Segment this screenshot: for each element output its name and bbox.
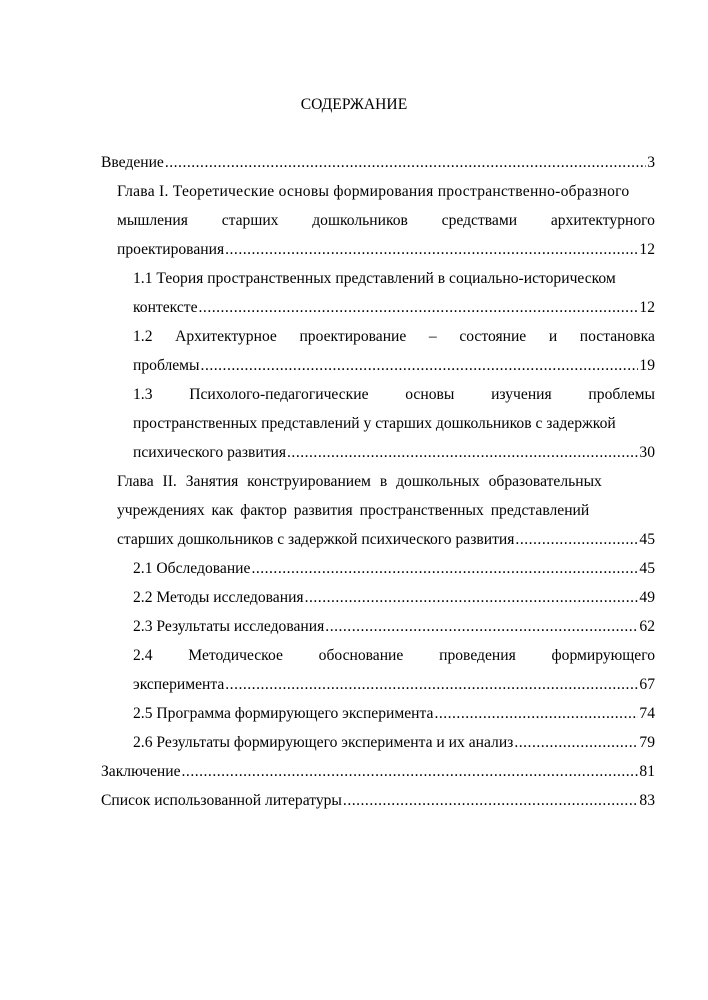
- toc-word: архитектурного: [550, 212, 655, 229]
- toc-word: формирующего: [551, 647, 655, 664]
- toc-page-number: 49: [639, 589, 655, 606]
- toc-entry-2-2[interactable]: [133, 588, 655, 608]
- toc-page-number: 67: [639, 676, 655, 693]
- dot-leader: [199, 298, 639, 318]
- toc-entry-chapter-1-line-3[interactable]: [117, 240, 655, 260]
- toc-entry-label: пространственных представлений у старших дошкольников с задержкой: [133, 415, 616, 432]
- toc-entry-label: эксперимента: [133, 676, 225, 693]
- toc-entry-1-2-line-2[interactable]: [133, 356, 655, 376]
- toc-entry-label: 2.3 Результаты исследования: [133, 618, 325, 635]
- toc-entry-references[interactable]: [101, 791, 655, 811]
- toc-page-number: 83: [639, 792, 655, 809]
- dot-leader: [251, 559, 638, 579]
- toc-word: –: [428, 328, 437, 345]
- dot-leader: [514, 733, 638, 753]
- toc-entry-label: Список использованной литературы: [101, 792, 342, 809]
- toc-entry-conclusion[interactable]: [101, 762, 655, 782]
- toc-word: 1.2: [133, 328, 153, 345]
- dot-leader: [182, 762, 639, 782]
- toc-page-number: 62: [639, 618, 655, 635]
- toc-word: изучения: [491, 386, 552, 403]
- dot-leader: [434, 704, 638, 724]
- toc-entry-2-5[interactable]: [133, 704, 655, 724]
- toc-entry-chapter-2-line-2[interactable]: [117, 501, 655, 521]
- toc-entry-1-3-line-3[interactable]: [133, 443, 655, 463]
- toc-entry-label: Заключение: [101, 763, 181, 780]
- toc-word: старших: [221, 212, 279, 229]
- toc-entry-chapter-1-line-1[interactable]: [117, 182, 655, 202]
- dot-leader: [515, 530, 638, 550]
- toc-page-number: 3: [647, 154, 655, 171]
- toc-word: состояние: [459, 328, 527, 345]
- toc-entry-label: контексте: [133, 299, 198, 316]
- toc-entry-2-4-line-2[interactable]: [133, 675, 655, 695]
- toc-page-number: 81: [639, 763, 655, 780]
- dot-leader: [201, 356, 639, 376]
- toc-word: средствами: [441, 212, 518, 229]
- toc-entry-label: 2.2 Методы исследования: [133, 589, 304, 606]
- toc-entry-label: учреждениях как фактор развития пространственных представлений: [117, 502, 590, 519]
- dot-leader: [325, 617, 638, 637]
- toc-entry-chapter-2-line-1[interactable]: [117, 472, 655, 492]
- toc-entry-2-4-line-1[interactable]: [133, 646, 655, 666]
- toc-entry-label: проектирования: [117, 241, 225, 258]
- toc-entry-label: Введение: [101, 154, 164, 171]
- toc-word: дошкольников: [312, 212, 408, 229]
- toc-word: постановка: [579, 328, 655, 345]
- toc-word: и: [548, 328, 558, 345]
- toc-entry-1-3-line-1[interactable]: [133, 385, 655, 405]
- toc-page-number: 30: [639, 444, 655, 461]
- dot-leader: [343, 791, 638, 811]
- toc-entry-label: 2.1 Обследование: [133, 560, 251, 577]
- dot-leader: [225, 240, 638, 260]
- toc-word: проблемы: [588, 386, 655, 403]
- toc-entry-label: 1.1 Теория пространственных представлений в социально-историческом: [133, 270, 616, 287]
- toc-entry-1-1-line-2[interactable]: [133, 298, 655, 318]
- toc-entry-2-1[interactable]: [133, 559, 655, 579]
- toc-word: проведения: [439, 647, 516, 664]
- toc-entry-chapter-2-line-3[interactable]: [117, 530, 655, 550]
- toc-entry-2-3[interactable]: [133, 617, 655, 637]
- toc-page-number: 12: [639, 299, 655, 316]
- toc-word: Психолого-педагогические: [189, 386, 369, 403]
- toc-word: мышления: [117, 212, 188, 229]
- toc-entry-label: старших дошкольников с задержкой психического развития: [117, 531, 515, 548]
- toc-entry-2-6[interactable]: [133, 733, 655, 753]
- toc-entry-label: проблемы: [133, 357, 200, 374]
- dot-leader: [305, 588, 639, 608]
- toc-entry-label: психического развития: [133, 444, 287, 461]
- dot-leader: [165, 153, 646, 173]
- toc-page-number: 45: [639, 531, 655, 548]
- toc-entry-chapter-1-line-2[interactable]: [117, 211, 655, 231]
- page-title: СОДЕРЖАНИЕ: [300, 96, 408, 113]
- toc-word: 1.3: [133, 386, 153, 403]
- toc-word: обоснование: [318, 647, 404, 664]
- toc-entry-label: Глава II. Занятия конструированием в дошкольных образовательных: [117, 473, 602, 490]
- toc-entry-1-2-line-1[interactable]: [133, 327, 655, 347]
- toc-page-number: 45: [639, 560, 655, 577]
- toc-word: Методическое: [188, 647, 283, 664]
- toc-page-number: 19: [639, 357, 655, 374]
- toc-entry-label: Глава I. Теоретические основы формирования пространственно-образного: [117, 183, 630, 200]
- toc-word: основы: [405, 386, 455, 403]
- toc-entry-1-1-line-1[interactable]: [133, 269, 655, 289]
- dot-leader: [287, 443, 638, 463]
- toc-entry-label: 2.5 Программа формирующего эксперимента: [133, 705, 434, 722]
- toc-entry-intro[interactable]: [101, 153, 655, 173]
- toc-entry-1-3-line-2[interactable]: [133, 414, 655, 434]
- toc-word: 2.4: [133, 647, 153, 664]
- toc-word: Архитектурное: [175, 328, 277, 345]
- toc-page-number: 79: [639, 734, 655, 751]
- toc-page-number: 12: [639, 241, 655, 258]
- toc-page-number: 74: [639, 705, 655, 722]
- toc-word: проектирование: [299, 328, 407, 345]
- toc-entry-label: 2.6 Результаты формирующего эксперимента и их анализ: [133, 734, 514, 751]
- dot-leader: [225, 675, 638, 695]
